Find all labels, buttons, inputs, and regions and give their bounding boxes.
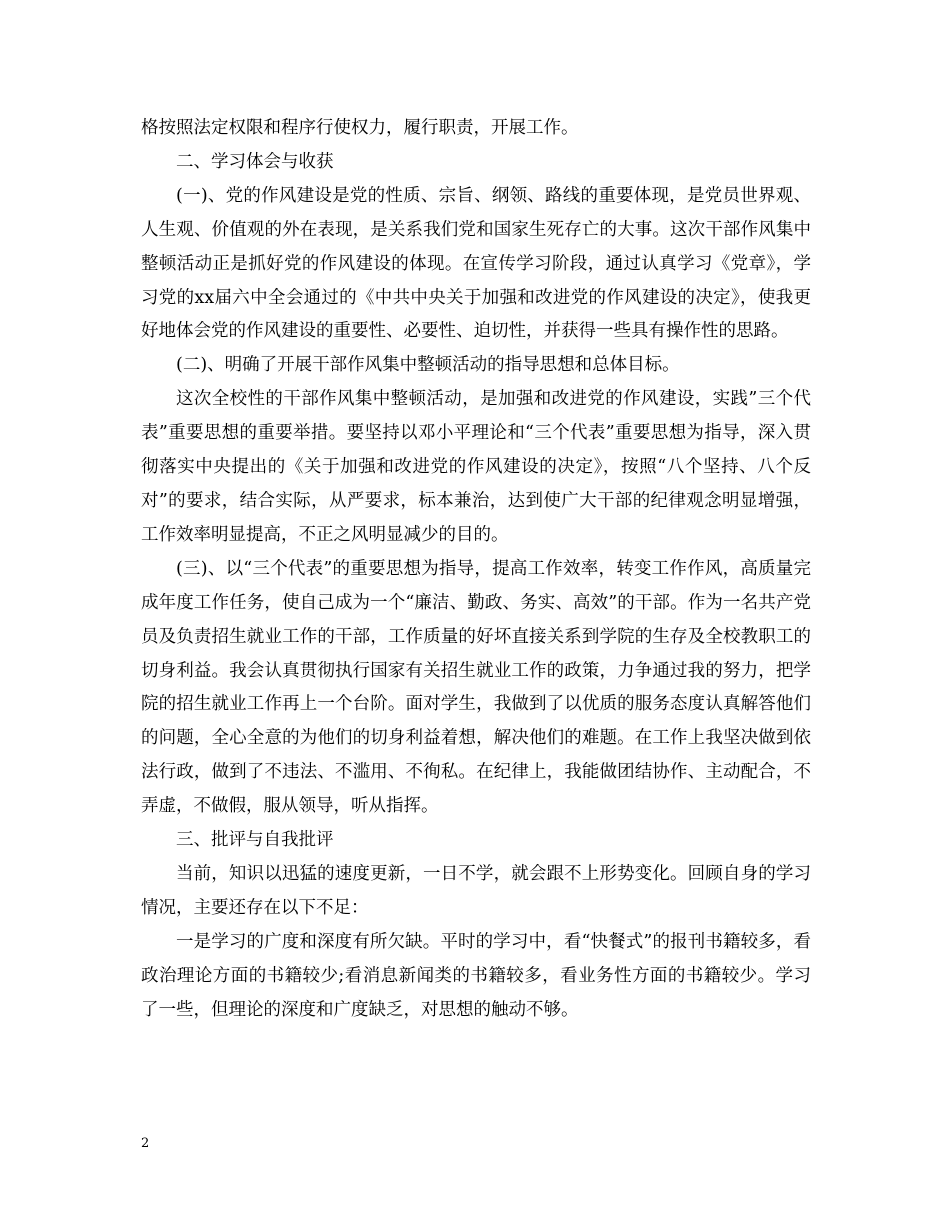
section-heading-3: 三、批评与自我批评 [176,830,334,851]
paragraph-continuation: 格按照法定权限和程序行使权力，履行职责，开展工作。 [141,118,579,138]
page-number: 2 [141,1136,150,1151]
paragraph-intro: 当前，知识以迅猛的速度更新，一日不学，就会跟不上形势变化。回顾自身的学习情况，主要还存在以下不足： [141,863,811,918]
document-body [141,112,811,1027]
paragraph-point-2-body: 这次全校性的干部作风集中整顿活动，是加强和改进党的作风建设，实践”三个代表”重要思想的重要举措。要坚持以邓小平理论和“三个代表”重要思想为指导，深入贯彻落实中央提出的《关于加强和改进党的作风建设的决定》，按照“八个坚持、八个反对”的要求，结合实际，从严要求，标本兼治，达到使广大干部的纪律观念明显增强，工作效率明显提高，不正之风明显减少的目的。 [141,389,811,545]
paragraph-point-2: (二)、明确了开展干部作风集中整顿活动的指导思想和总体目标。 [176,355,680,376]
paragraph-point-1: (一)、党的作风建设是党的性质、宗旨、纲领、路线的重要体现，是党员世界观、人生观、价值观的外在表现，是关系我们党和国家生死存亡的大事。这次干部作风集中整顿活动正是抓好党的作风建设的体现。在宣传学习阶段，通过认真学习《党章》，学习党的xx届六中全会通过的《中共中央关于加强和改进党的作风建设的决定》，使我更好地体会党的作风建设的重要性、必要性、迫切性，并获得一些具有操作性的思路。 [141,185,811,342]
paragraph-shortcoming-1: 一是学习的广度和深度有所欠缺。平时的学习中，看“快餐式”的报刊书籍较多，看政治理论方面的书籍较少;看消息新闻类的书籍较多，看业务性方面的书籍较少。学习了一些，但理论的深度和广度缺乏，对思想的触动不够。 [141,931,811,1020]
paragraph-point-3: (三)、以“三个代表”的重要思想为指导，提高工作效率，转变工作作风，高质量完成年度工作任务，使自己成为一个“廉洁、勤政、务实、高效”的干部。作为一名共产党员及负责招生就业工作的干部，工作质量的好坏直接关系到学院的生存及全校教职工的切身利益。我会认真贯彻执行国家有关招生就业工作的政策，力争通过我的努力，把学院的招生就业工作再上一个台阶。面对学生，我做到了以优质的服务态度认真解答他们的问题，全心全意的为他们的切身利益着想，解决他们的难题。在工作上我坚决做到依法行政，做到了不违法、不滥用、不徇私。在纪律上，我能做团结协作、主动配合，不弄虚，不做假，服从领导，听从指挥。 [141,558,811,817]
section-heading-2: 二、学习体会与收获 [176,151,334,172]
